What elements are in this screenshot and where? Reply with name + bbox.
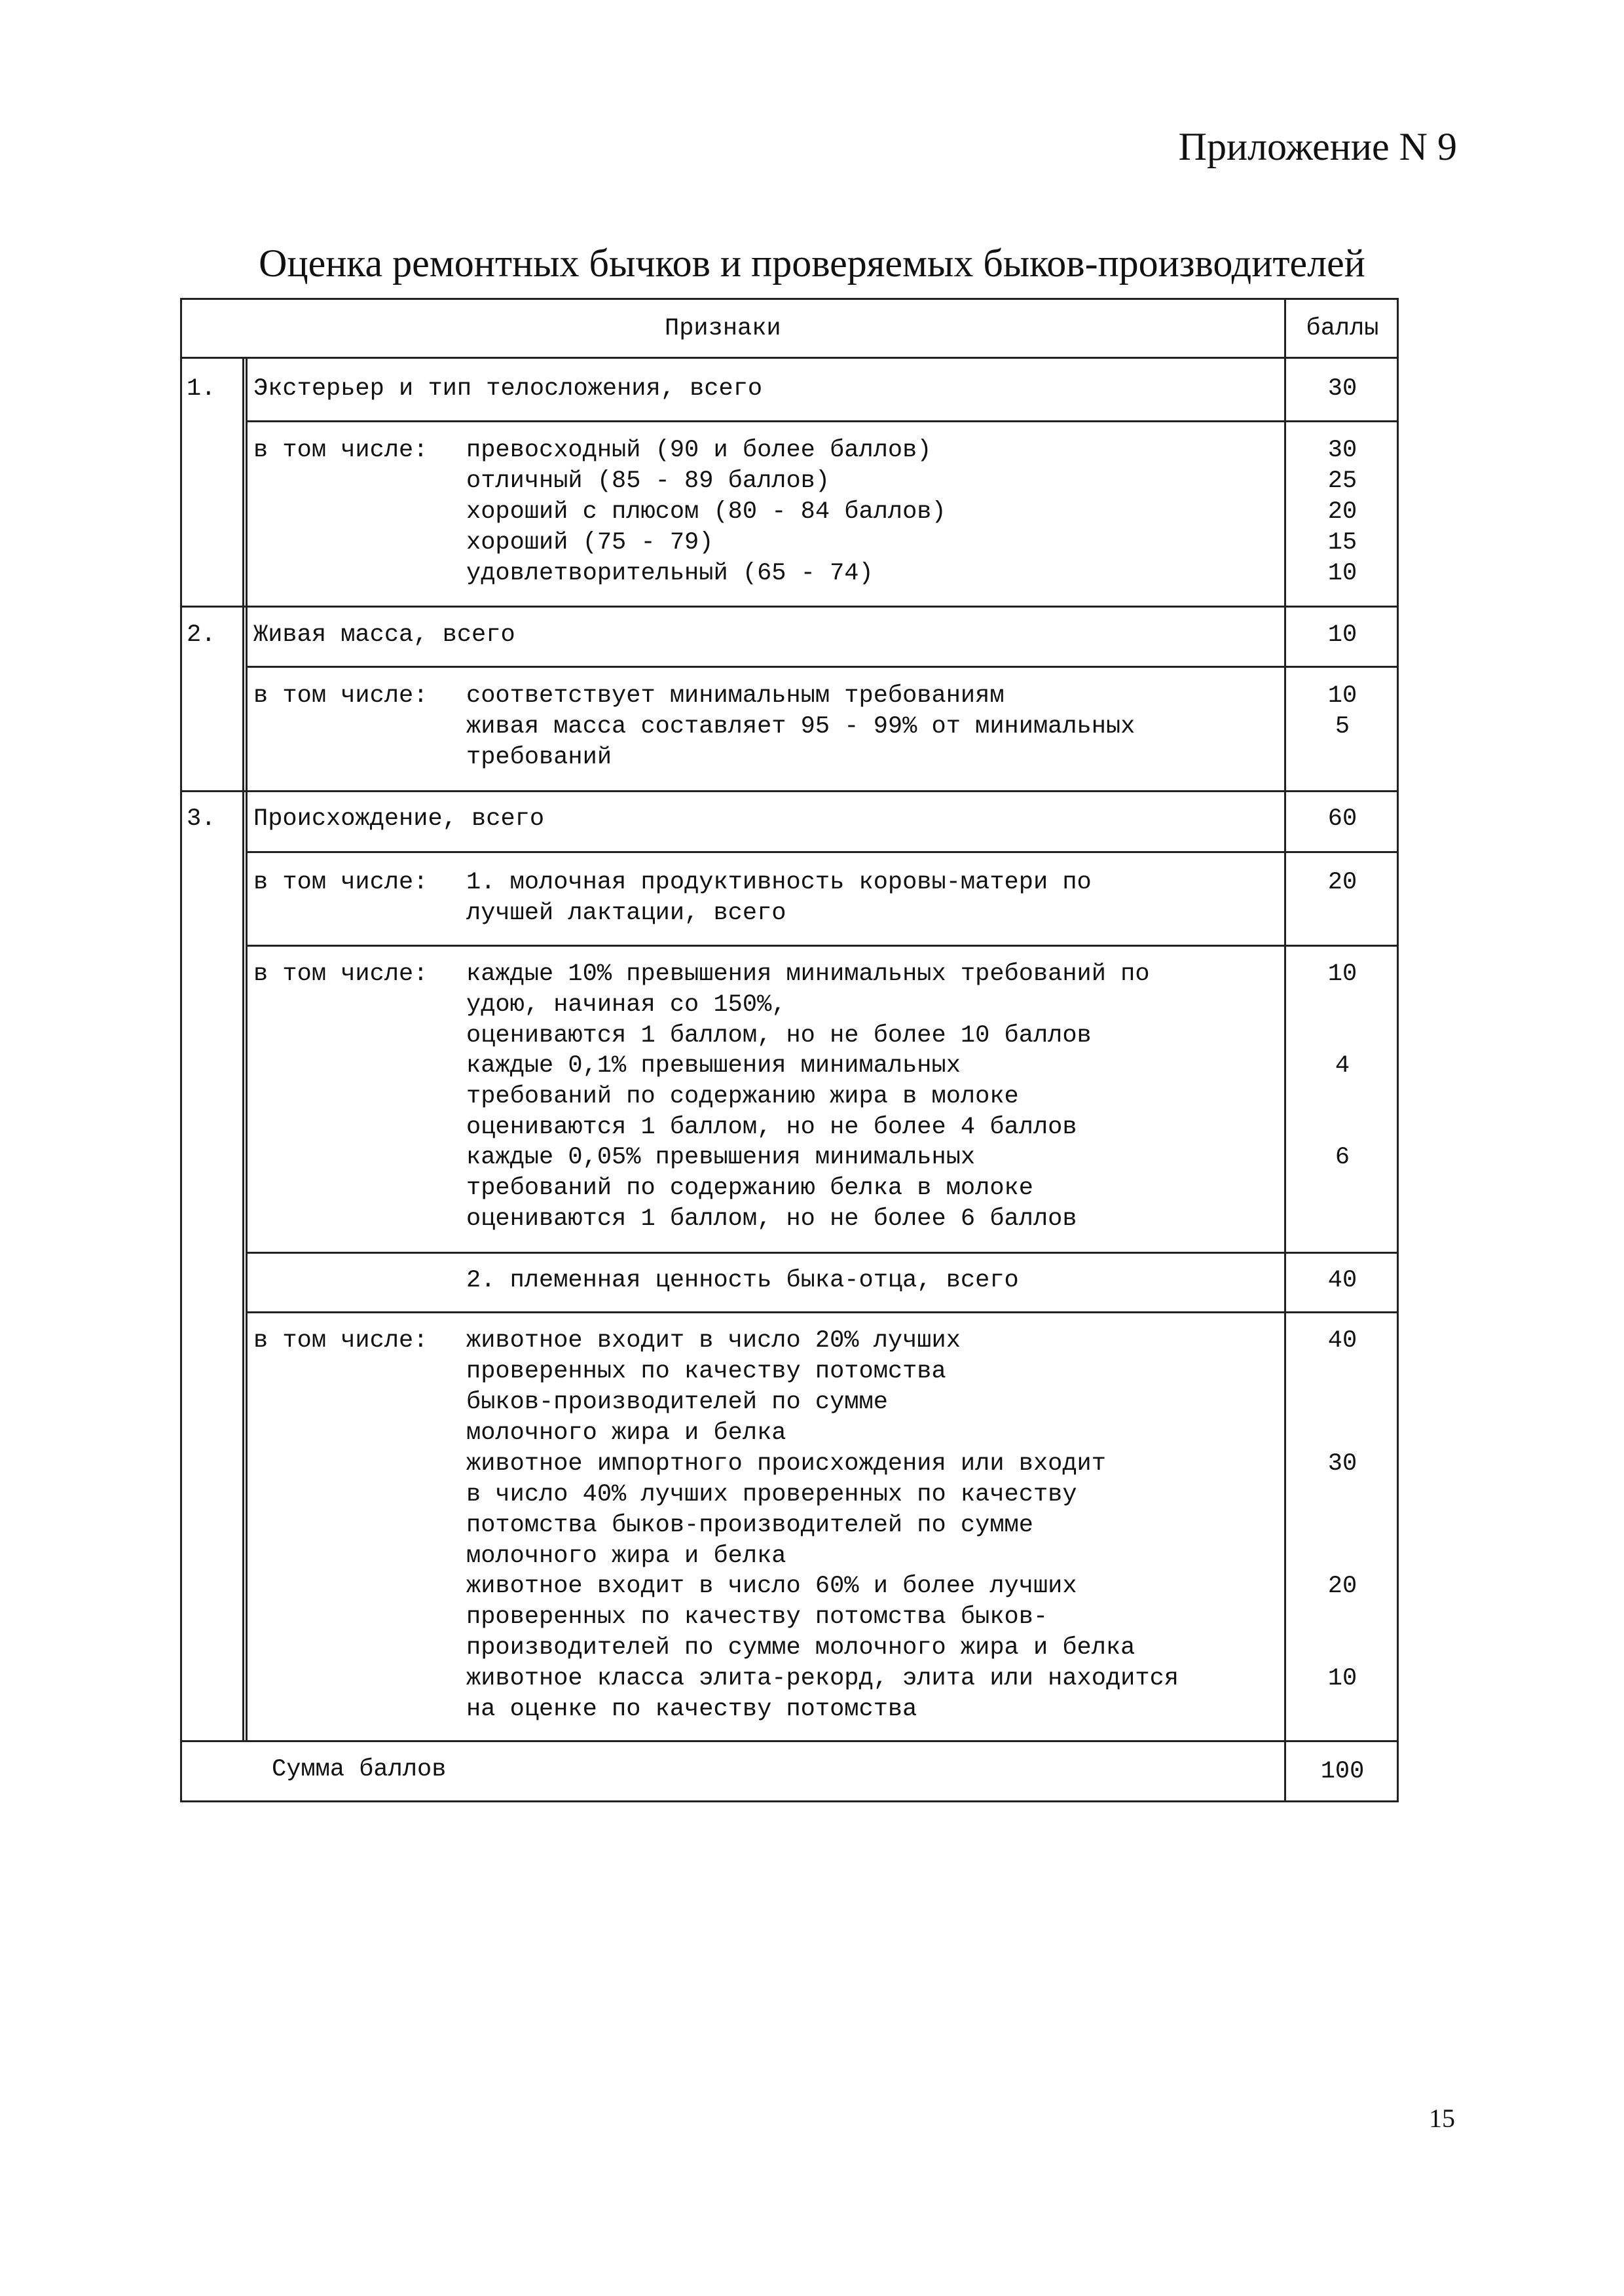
rule-points-col — [1284, 298, 1286, 1802]
section-3a-detail-points: 10 — [1327, 960, 1357, 988]
section-3b-detail-points: 30 — [1327, 1450, 1357, 1478]
section-3a-points: 20 — [1327, 869, 1357, 896]
rule-total — [180, 1740, 1398, 1742]
rule-s1-label — [246, 420, 1398, 422]
section-1-item-points: 10 — [1327, 560, 1357, 587]
section-3b-detail-points: 10 — [1327, 1665, 1357, 1692]
rule-number-col — [242, 357, 244, 1741]
rule-text-col — [246, 357, 248, 1741]
section-3a-detail-text: каждые 0,1% превышения минимальных требований по содержанию жира в молоке оцениваются 1 баллом, но не более 4 баллов — [466, 1052, 1077, 1141]
section-3b-detail-text: животное класса элита-рекорд, элита или находится на оценке по качеству потомства — [466, 1665, 1179, 1723]
header-points: баллы — [1306, 315, 1379, 342]
section-1-item-text: удовлетворительный (65 - 74) — [466, 560, 874, 587]
rule-s2-label — [246, 666, 1398, 668]
section-2-points: 10 — [1327, 621, 1357, 649]
section-1-item-text: отличный (85 - 89 баллов) — [466, 467, 830, 495]
section-2-item-text: соответствует минимальным требованиям — [466, 682, 1005, 710]
score-table — [180, 298, 1405, 1807]
appendix-label: Приложение N 9 — [1178, 125, 1457, 168]
section-3a-detail-points: 6 — [1335, 1144, 1350, 1171]
section-1-item-text: хороший (75 - 79) — [466, 529, 714, 556]
section-2-item-points: 10 — [1327, 682, 1357, 710]
section-3b-detail-points: 20 — [1327, 1573, 1357, 1600]
section-3b-details-prefix: в том числе: — [253, 1327, 428, 1355]
section-1-item-points: 20 — [1327, 498, 1357, 526]
section-1-item-points: 25 — [1327, 467, 1357, 495]
section-3b-detail-text: животное импортного происхождения или входит в число 40% лучших проверенных по качеству потомства быков-производителей по сумме молочного жира и белка — [466, 1450, 1106, 1570]
section-3a-text: 1. молочная продуктивность коровы-матери по лучшей лактации, всего — [466, 869, 1092, 927]
section-1-item-points: 15 — [1327, 529, 1357, 556]
section-3a-prefix: в том числе: — [253, 869, 428, 896]
page-title: Оценка ремонтных бычков и проверяемых быков-производителей — [259, 242, 1365, 285]
section-2-item-points: 5 — [1335, 713, 1350, 740]
rule-s3a — [246, 945, 1398, 947]
section-3b-text: 2. племенная ценность быка-отца, всего — [466, 1267, 1019, 1294]
section-2-item-text: живая масса составляет 95 - 99% от минимальных требований — [466, 713, 1135, 771]
section-3b-detail-points: 40 — [1327, 1327, 1357, 1355]
rule-s2-end — [180, 790, 1398, 792]
section-2-prefix: в том числе: — [253, 682, 428, 710]
total-points: 100 — [1320, 1758, 1365, 1785]
section-3-number: 3. — [187, 805, 216, 833]
section-2-number: 2. — [187, 621, 216, 649]
section-3-points: 60 — [1327, 805, 1357, 833]
page-number: 15 — [1429, 2104, 1455, 2133]
section-1-item-points: 30 — [1327, 437, 1357, 464]
section-3b-detail-text: животное входит в число 20% лучших проверенных по качеству потомства быков-производителей по сумме молочного жира и белка — [466, 1327, 961, 1447]
section-1-item-text: хороший с плюсом (80 - 84 баллов) — [466, 498, 946, 526]
section-3b-detail-text: животное входит в число 60% и более лучших проверенных по качеству потомства быков- производителей по сумме молочного жира и белка — [466, 1573, 1135, 1662]
section-3-label: Происхождение, всего — [253, 805, 545, 833]
rule-bottom — [180, 1800, 1398, 1802]
section-1-label: Экстерьер и тип телосложения, всего — [253, 375, 763, 403]
section-1-prefix: в том числе: — [253, 437, 428, 464]
rule-top — [180, 298, 1398, 300]
section-3b-points: 40 — [1327, 1267, 1357, 1294]
section-2-label: Живая масса, всего — [253, 621, 515, 649]
section-1-points: 30 — [1327, 375, 1357, 403]
rule-left — [180, 298, 182, 1802]
section-1-item-text: превосходный (90 и более баллов) — [466, 437, 932, 464]
rule-s3a-details — [246, 1252, 1398, 1254]
rule-header-bottom — [180, 357, 1398, 359]
header-criteria: Признаки — [665, 315, 781, 342]
rule-s1-end — [180, 606, 1398, 608]
rule-s3-label — [246, 851, 1398, 853]
total-label: Сумма баллов — [272, 1756, 447, 1783]
section-1-number: 1. — [187, 375, 216, 403]
section-3a-detail-text: каждые 10% превышения минимальных требований по удою, начиная со 150%, оцениваются 1 баллом, но не более 10 баллов — [466, 960, 1150, 1049]
section-3a-details-prefix: в том числе: — [253, 960, 428, 988]
section-3a-detail-text: каждые 0,05% превышения минимальных требований по содержанию белка в молоке оцениваются 1 баллом, но не более 6 баллов — [466, 1144, 1077, 1233]
rule-s3b — [246, 1311, 1398, 1313]
section-3a-detail-points: 4 — [1335, 1052, 1350, 1080]
